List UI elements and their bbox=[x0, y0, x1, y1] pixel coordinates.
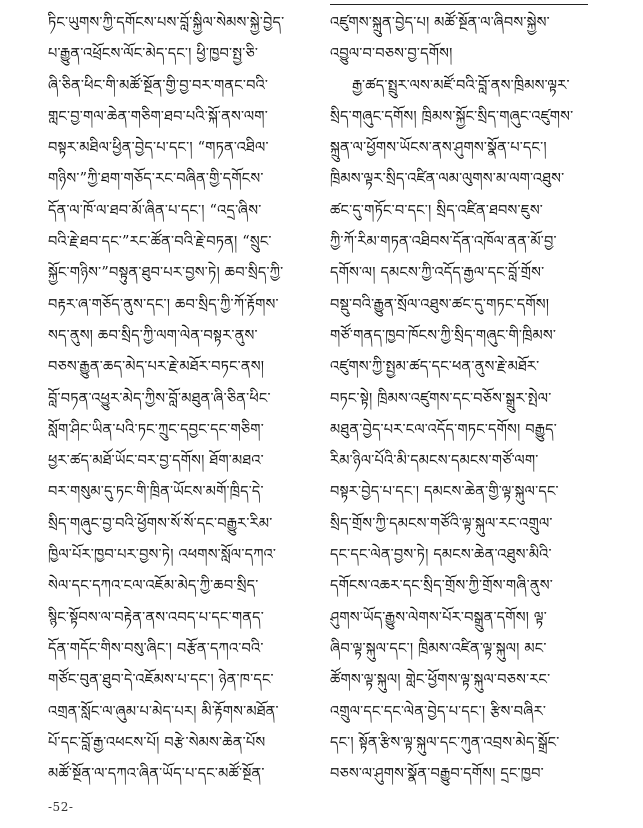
text-line: པ་རྒྱུན་འཕྲོངས་ལོང་མེད་དང་། ཕྱི་ཁྱབ་སྤྱ་ཅི་ bbox=[48, 46, 259, 63]
text-line: མཚོ་སྔོན་ལ་དཀའ་ཞིན་ཡོད་པ་དང་མཚོ་སྔོན་ bbox=[48, 766, 265, 783]
text-line: བློ་བཏན་འཕྱུར་མེད་ཀྱིས་བློ་མཐུན་ཞི་ཅིན་ཕིང་ bbox=[48, 390, 271, 407]
text-line: སྲིད་གྲོས་ཀྱི་དམངས་གཙོའི་ལྟ་སྐུལ་རང་འགྲུལ་ bbox=[330, 515, 553, 532]
text-line: ཁྱིལ་པོར་ཁྱབ་པར་བྱས་ཏེ། འཕགས་སློལ་དཀའ་ bbox=[48, 547, 277, 564]
text-line: གཙོ་གནད་ཁྱབ་ཁོངས་ཀྱི་སྲིད་གཞུང་གི་ཁྲིམས་ bbox=[330, 327, 557, 344]
text-line: བཅས་ལ་ཤུགས་སྣོན་བརྒྱུབ་དགོས། དྲང་ཁྱབ་ bbox=[330, 766, 544, 783]
text-line: ཤུགས་ཡོད་རྒྱུས་ལེགས་པོར་བསྒྲུན་དགོས། ལྟ་ bbox=[330, 609, 548, 626]
text-line: ཚང་དུ་གཏོང་བ་དང་། སྲིད་འཛིན་ཐབས་ཇུས་ bbox=[330, 202, 544, 219]
text-line: སློག་ཤིང་ཡིན་པའི་ཏང་ཀྲུང་དབྱང་དང་གཅིག་ bbox=[48, 421, 264, 438]
text-line: ཁྲིམས་ལྟར་སྲིད་འཛིན་ལམ་ལུགས་མ་ལག་འཐུས་ bbox=[330, 171, 565, 188]
text-line: བསྟར་བྱེད་པ་དང་། དམངས་ཆེན་གྱི་ལྟ་སྐུལ་དང་ bbox=[330, 484, 559, 501]
text-line: ཕྱར་ཚད་མཐོ་ཡོང་བར་བྱ་དགོས། ཐོག་མཐའ་ bbox=[48, 453, 264, 470]
text-line: སྐྱོང་གཉིས་”བསྟུན་ཐུབ་པར་བྱས་ཏེ། ཆབ་སྲིད་ཀྱི་ bbox=[48, 265, 284, 282]
text-line: སད་ནུས། ཆབ་སྲིད་ཀྱི་ལག་ལེན་བསྟར་ནུས་ bbox=[48, 327, 258, 344]
text-line: བསྟར་མཐིལ་ཕྱིན་བྱེད་པ་དང་། “གཏན་འཐིལ་ bbox=[48, 140, 269, 157]
text-line: ཏིང་ཡུགས་ཀྱི་དགོངས་པས་བློ་སྐྱིལ་སེམས་སྐྱེ་བྱེད་ bbox=[48, 15, 285, 31]
text-line: དང་དང་ལེན་བྱས་ཏེ། དམངས་ཆེན་འཐུས་མིའི་ bbox=[330, 547, 552, 564]
text-line: ཀྱི་ཀོ་རིམ་གཏན་འཐིབས་དོན་འཁོལ་ནན་མོ་བྱ་ bbox=[330, 234, 557, 251]
text-line: འབྱུལ་བ་བཅས་བྱ་དགོས། bbox=[330, 46, 453, 63]
text-line: དགོངས་འཆར་དང་སྲིད་གྲོས་ཀྱི་གྲོས་གཞི་ནུས་ bbox=[330, 578, 553, 595]
text-line: མཐུན་བྱེད་པར་ངལ་འདོད་གཏང་དགོས། བརྒྱུད་ bbox=[330, 421, 557, 438]
text-line: པོ་དང་བློ་རྒྱ་འཕངས་པོ། བརྩེ་སེམས་ཆེན་པོས bbox=[48, 734, 266, 751]
text-line: བའི་རྗེ་ཐབ་དང་”རང་ཚོན་བའི་རྗེ་བཏན། “སྲུང་ bbox=[48, 234, 272, 251]
text-line: བར་གསུམ་དུ་ཏང་གི་ཁྲིན་ཡོངས་མགོ་ཁྲིད་དེ་ bbox=[48, 484, 264, 501]
text-line: འགྲུལ་དང་དང་ལེན་བྱེད་པ་དང་། རྩིས་བཞིར་ bbox=[330, 703, 547, 720]
text-line: དོན་ལ་ཁོ་ལ་ཐབ་མོ་ཞིན་པ་དང་། “འདྲ་ཞིས་ bbox=[48, 202, 262, 219]
top-rule bbox=[330, 4, 588, 5]
text-line: འཛུགས་སྐྲུན་བྱེད་པ། མཚོ་སྔོན་ལ་ཞིབས་སྐྱེས་ bbox=[330, 15, 550, 31]
text-line: སྐྲུན་ལ་ཕྱོགས་ཡོངས་ནས་ཤུགས་སྣོན་པ་དང་། bbox=[330, 140, 547, 157]
text-line: བཅས་རྒྱུན་ཆད་མེད་པར་རྗེ་མཐོར་བཏང་ནས། bbox=[48, 359, 265, 376]
text-line: སྙིང་སྟོབས་ལ་བརྟེན་ནས་འབད་པ་དང་གནད་ bbox=[48, 609, 264, 626]
text-line: བསྡུ་བའི་རྒྱུན་སྲོལ་འཐུས་ཚང་དུ་གཏང་དགོས། bbox=[330, 296, 550, 313]
text-line: ཚོགས་ལྟ་སྐུལ། གླེང་ཕྱོགས་ལྟ་སྐུལ་བཅས་རང་ bbox=[330, 672, 551, 689]
text-line: འགྲན་སློང་ལ་ཞུམ་པ་མེད་པར། མི་རྟོགས་མཐོན་ bbox=[48, 703, 279, 720]
text-line: རིམ་ཉིལ་པོའི་མི་དམངས་དམངས་གཙོ་ལག་ bbox=[330, 453, 539, 470]
text-line: ཞིབ་ལྟ་སྐུལ་དང་། ཁྲིམས་འཛིན་ལྟ་སྐུལ། མང་ bbox=[330, 640, 547, 657]
text-line: གླང་བྱ་གལ་ཆེན་གཅིག་ཐབ་པའི་སྐོ་ནས་ལག་ bbox=[48, 108, 268, 125]
text-line: བཏང་སྟེ། ཁྲིམས་འཛུགས་དང་བཅོས་སྒྲུར་སྤེལ་ bbox=[330, 390, 552, 407]
text-line: ཞི་ཅིན་ཕིང་གི་མཚོ་སྔོན་གྱི་བྱ་བར་གནང་བའི་ bbox=[48, 77, 269, 94]
right-column bbox=[330, 8, 592, 790]
text-line: བརྟར་ཞ་གཅོད་ནུས་དང་། ཆབ་སྲིད་ཀྱི་ཀོ་རྟོགས་ bbox=[48, 296, 279, 313]
page-number: -52- bbox=[48, 800, 74, 814]
text-line: གཙོང་བུན་ཐུབ་དེ་འཇོམས་པ་དང་། ཉེན་ཁ་དང་ bbox=[48, 672, 274, 689]
text-line: དོན་གདོང་གིས་བསུ་ཞིང་། བརྩོན་དཀའ་བའི་ bbox=[48, 640, 264, 657]
text-line: དང་། སྟོན་རྩིས་ལྟ་སྐུལ་དང་ཀུན་འབྲས་མེད་སྒྲོང་ bbox=[330, 734, 560, 751]
text-line: སེལ་དང་དཀའ་ངལ་འཇོམ་མེད་ཀྱི་ཆབ་སྲིད་ bbox=[48, 578, 259, 595]
text-line: སྲིད་གཞུང་དགོས། ཁྲིམས་སྐྱོང་སྲིད་གཞུང་འཛུགས་ bbox=[330, 108, 574, 125]
text-line: སྲིད་གཞུང་བྱ་བའི་ཕྱོགས་སོ་སོ་དང་བརྒྱུར་རིམ་ bbox=[48, 515, 273, 532]
left-column bbox=[48, 8, 318, 790]
paragraph-start-line: རྒྱ་ཚད་སྤྲུར་ལས་མཛོ་བའི་བློ་ནས་ཁྲིམས་ལྟར་ bbox=[352, 77, 570, 94]
text-line: དགོས་ལ། དམངས་ཀྱི་འདོད་རྒྱལ་དང་བློ་གྲོས་ bbox=[330, 265, 545, 282]
text-line: གཉིས་”ཀྱི་ཐག་གཅོད་རང་བཞིན་གྱི་དགོངས་ bbox=[48, 171, 264, 188]
text-line: འཛུགས་ཀྱི་སྤྱམ་ཚད་དང་ཕན་ནུས་རྗེ་མཐོར་ bbox=[330, 359, 540, 376]
